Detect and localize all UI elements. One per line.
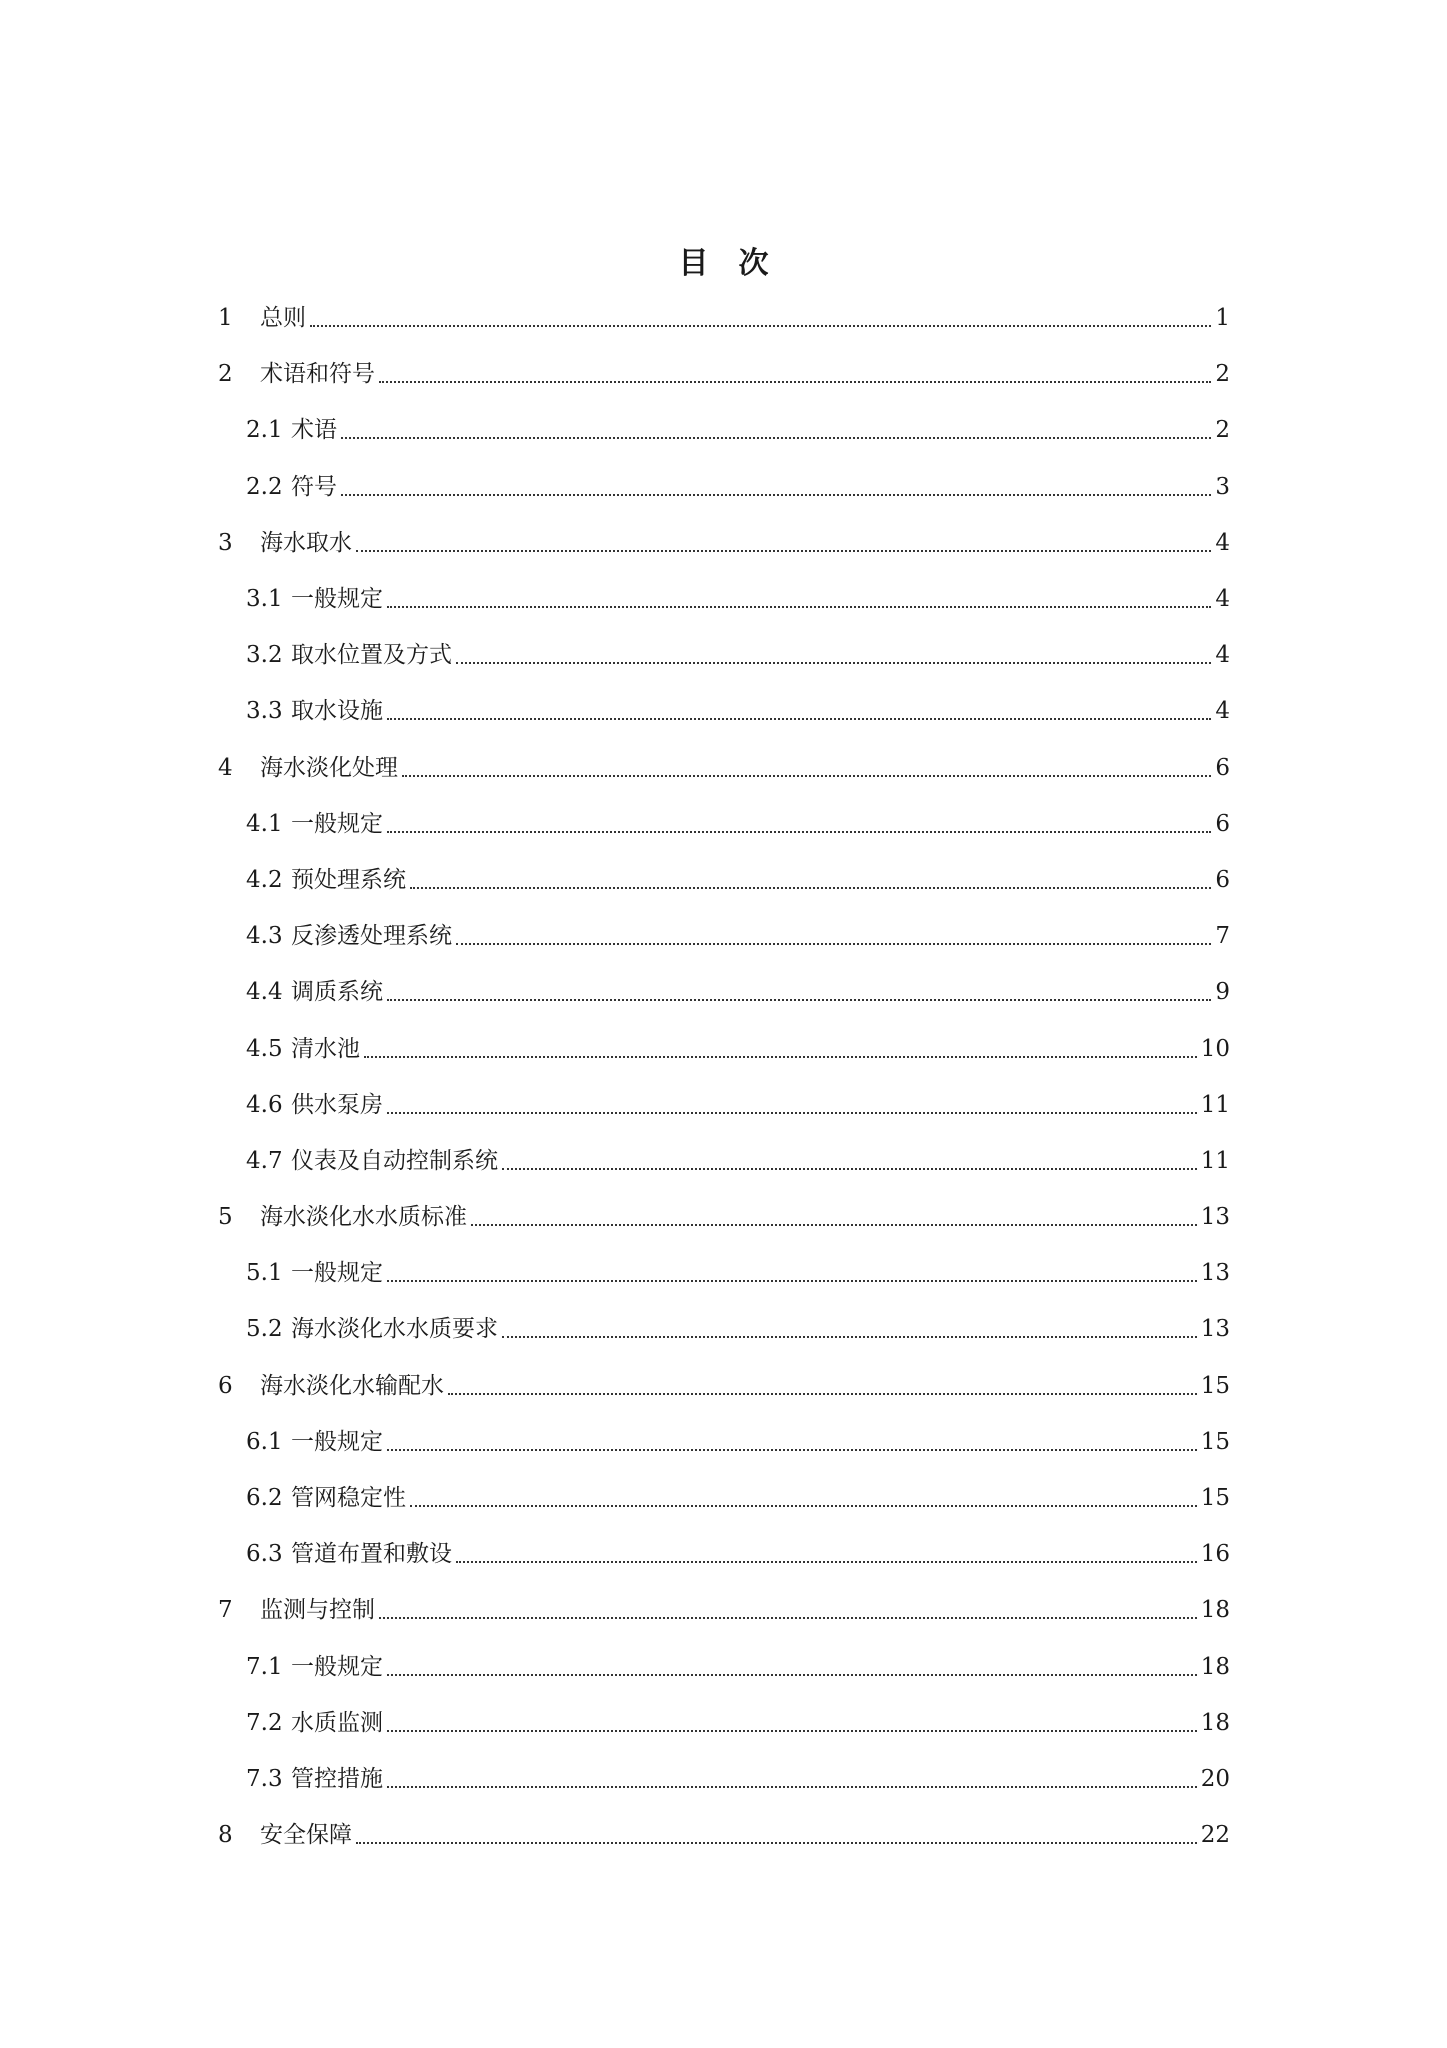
toc-entry-title: 海水淡化水水质标准	[260, 1204, 467, 1231]
toc-entry-title: 一般规定	[291, 810, 383, 837]
toc-entry-page-number: 4	[1215, 529, 1230, 556]
toc-dot-leader	[402, 775, 1211, 777]
toc-dot-leader	[387, 1449, 1197, 1451]
toc-entry[interactable]	[218, 1358, 1230, 1414]
toc-entry-title: 管道布置和敷设	[291, 1541, 452, 1568]
toc-entry-page-number: 11	[1200, 1091, 1230, 1118]
toc-dot-leader	[379, 1617, 1197, 1619]
toc-entry-title: 术语	[291, 417, 337, 444]
toc-entry-page-number: 1	[1215, 305, 1230, 332]
toc-entry-page-number: 9	[1215, 979, 1230, 1006]
toc-entry-page-number: 3	[1215, 473, 1230, 500]
title-char-1: 目	[678, 246, 709, 281]
toc-dot-leader	[387, 831, 1211, 833]
toc-entry-number: 6.2	[246, 1485, 283, 1512]
toc-entry-page-number: 13	[1200, 1260, 1230, 1287]
table-of-contents	[218, 290, 1230, 1863]
toc-entry-title: 管控措施	[291, 1765, 383, 1792]
toc-entry-page-number: 10	[1200, 1035, 1230, 1062]
toc-entry[interactable]	[218, 346, 1230, 402]
toc-entry-title: 海水取水	[260, 529, 352, 556]
toc-entry-number: 3.3	[246, 698, 283, 725]
toc-dot-leader	[356, 550, 1211, 552]
toc-entry-page-number: 6	[1215, 866, 1230, 893]
toc-entry[interactable]	[218, 1639, 1230, 1695]
toc-dot-leader	[410, 1505, 1197, 1507]
toc-entry[interactable]	[218, 1245, 1230, 1301]
page-title	[0, 244, 1447, 284]
toc-entry-number: 3	[218, 529, 233, 556]
toc-entry-number: 7.3	[246, 1765, 283, 1792]
toc-dot-leader	[364, 1056, 1197, 1058]
toc-entry-page-number: 11	[1200, 1147, 1230, 1174]
toc-entry[interactable]	[218, 1526, 1230, 1582]
toc-entry[interactable]	[218, 459, 1230, 515]
toc-entry-title: 术语和符号	[260, 361, 375, 388]
toc-entry[interactable]	[218, 1807, 1230, 1863]
toc-dot-leader	[387, 1786, 1197, 1788]
toc-entry-title: 海水淡化处理	[260, 754, 398, 781]
toc-entry-page-number: 22	[1200, 1822, 1230, 1849]
toc-dot-leader	[356, 1842, 1197, 1844]
toc-entry-number: 4.3	[246, 923, 283, 950]
toc-entry-number: 4.6	[246, 1091, 283, 1118]
toc-entry-title: 清水池	[291, 1035, 360, 1062]
toc-entry-number: 2.1	[246, 417, 283, 444]
toc-entry-page-number: 20	[1200, 1765, 1230, 1792]
toc-entry-title: 管网稳定性	[291, 1485, 406, 1512]
toc-entry-page-number: 7	[1215, 923, 1230, 950]
toc-entry-number: 2	[218, 361, 233, 388]
toc-entry-title: 一般规定	[291, 586, 383, 613]
toc-entry-number: 3.2	[246, 642, 283, 669]
toc-entry-number: 4.5	[246, 1035, 283, 1062]
toc-entry-page-number: 6	[1215, 754, 1230, 781]
toc-dot-leader	[410, 887, 1211, 889]
toc-entry-title: 反渗透处理系统	[291, 923, 452, 950]
toc-entry-number: 4	[218, 754, 233, 781]
toc-entry-number: 6.3	[246, 1541, 283, 1568]
toc-entry-number: 2.2	[246, 473, 283, 500]
toc-dot-leader	[471, 1224, 1197, 1226]
toc-entry-title: 取水设施	[291, 698, 383, 725]
toc-entry-title: 一般规定	[291, 1653, 383, 1680]
toc-entry-title: 总则	[260, 305, 306, 332]
toc-entry-page-number: 2	[1215, 417, 1230, 444]
toc-entry-page-number: 15	[1200, 1485, 1230, 1512]
toc-entry-number: 5.2	[246, 1316, 283, 1343]
toc-entry[interactable]	[218, 1751, 1230, 1807]
toc-entry-page-number: 18	[1200, 1709, 1230, 1736]
toc-entry-number: 6.1	[246, 1428, 283, 1455]
toc-entry-page-number: 6	[1215, 810, 1230, 837]
toc-dot-leader	[387, 606, 1211, 608]
toc-entry[interactable]	[218, 908, 1230, 964]
toc-entry-title: 一般规定	[291, 1260, 383, 1287]
toc-entry-page-number: 4	[1215, 698, 1230, 725]
toc-entry-page-number: 2	[1215, 361, 1230, 388]
toc-entry-page-number: 13	[1200, 1204, 1230, 1231]
toc-entry-number: 3.1	[246, 586, 283, 613]
toc-entry-number: 7.2	[246, 1709, 283, 1736]
toc-entry-number: 4.2	[246, 866, 283, 893]
toc-entry-title: 海水淡化水输配水	[260, 1372, 444, 1399]
toc-entry[interactable]	[218, 290, 1230, 346]
toc-entry-number: 6	[218, 1372, 233, 1399]
toc-entry-title: 取水位置及方式	[291, 642, 452, 669]
toc-entry-page-number: 15	[1200, 1372, 1230, 1399]
toc-dot-leader	[387, 718, 1211, 720]
toc-entry-number: 7.1	[246, 1653, 283, 1680]
toc-entry[interactable]	[218, 1695, 1230, 1751]
toc-dot-leader	[387, 1112, 1197, 1114]
toc-entry[interactable]	[218, 852, 1230, 908]
toc-dot-leader	[387, 1730, 1197, 1732]
toc-entry-title: 水质监测	[291, 1709, 383, 1736]
toc-entry-number: 4.7	[246, 1147, 283, 1174]
toc-entry[interactable]	[218, 1077, 1230, 1133]
toc-entry-title: 调质系统	[291, 979, 383, 1006]
toc-entry-title: 监测与控制	[260, 1597, 375, 1624]
toc-entry[interactable]	[218, 1301, 1230, 1357]
toc-dot-leader	[456, 943, 1211, 945]
toc-entry[interactable]	[218, 402, 1230, 458]
toc-entry-page-number: 13	[1200, 1316, 1230, 1343]
toc-dot-leader	[456, 1561, 1197, 1563]
title-char-2: 次	[738, 246, 769, 281]
toc-entry-page-number: 16	[1200, 1541, 1230, 1568]
toc-entry[interactable]	[218, 1189, 1230, 1245]
toc-entry[interactable]	[218, 683, 1230, 739]
toc-entry-page-number: 4	[1215, 586, 1230, 613]
toc-dot-leader	[379, 381, 1211, 383]
toc-dot-leader	[448, 1393, 1197, 1395]
toc-dot-leader	[387, 999, 1211, 1001]
toc-entry-title: 海水淡化水水质要求	[291, 1316, 498, 1343]
toc-entry[interactable]	[218, 740, 1230, 796]
toc-entry-title: 仪表及自动控制系统	[291, 1147, 498, 1174]
toc-entry-number: 8	[218, 1822, 233, 1849]
toc-entry-title: 供水泵房	[291, 1091, 383, 1118]
toc-entry-number: 4.1	[246, 810, 283, 837]
toc-entry-page-number: 18	[1200, 1597, 1230, 1624]
toc-entry-page-number: 18	[1200, 1653, 1230, 1680]
toc-entry[interactable]	[218, 964, 1230, 1020]
toc-entry-title: 预处理系统	[291, 866, 406, 893]
toc-entry[interactable]	[218, 515, 1230, 571]
toc-dot-leader	[387, 1280, 1197, 1282]
toc-entry[interactable]	[218, 627, 1230, 683]
toc-entry-title: 安全保障	[260, 1822, 352, 1849]
toc-dot-leader	[456, 662, 1211, 664]
toc-dot-leader	[341, 437, 1211, 439]
toc-dot-leader	[310, 325, 1211, 327]
toc-entry[interactable]	[218, 571, 1230, 627]
toc-dot-leader	[341, 494, 1211, 496]
toc-entry-page-number: 4	[1215, 642, 1230, 669]
toc-entry-number: 4.4	[246, 979, 283, 1006]
toc-entry[interactable]	[218, 1470, 1230, 1526]
toc-entry[interactable]	[218, 1414, 1230, 1470]
toc-entry-number: 7	[218, 1597, 233, 1624]
toc-entry-title: 符号	[291, 473, 337, 500]
toc-entry[interactable]	[218, 1020, 1230, 1076]
toc-entry[interactable]	[218, 1133, 1230, 1189]
toc-entry-number: 5	[218, 1204, 233, 1231]
toc-entry-page-number: 15	[1200, 1428, 1230, 1455]
toc-entry[interactable]	[218, 1582, 1230, 1638]
toc-dot-leader	[387, 1674, 1197, 1676]
toc-entry-number: 1	[218, 305, 233, 332]
toc-entry-number: 5.1	[246, 1260, 283, 1287]
toc-entry-title: 一般规定	[291, 1428, 383, 1455]
toc-dot-leader	[502, 1168, 1197, 1170]
toc-entry[interactable]	[218, 796, 1230, 852]
toc-dot-leader	[502, 1336, 1197, 1338]
